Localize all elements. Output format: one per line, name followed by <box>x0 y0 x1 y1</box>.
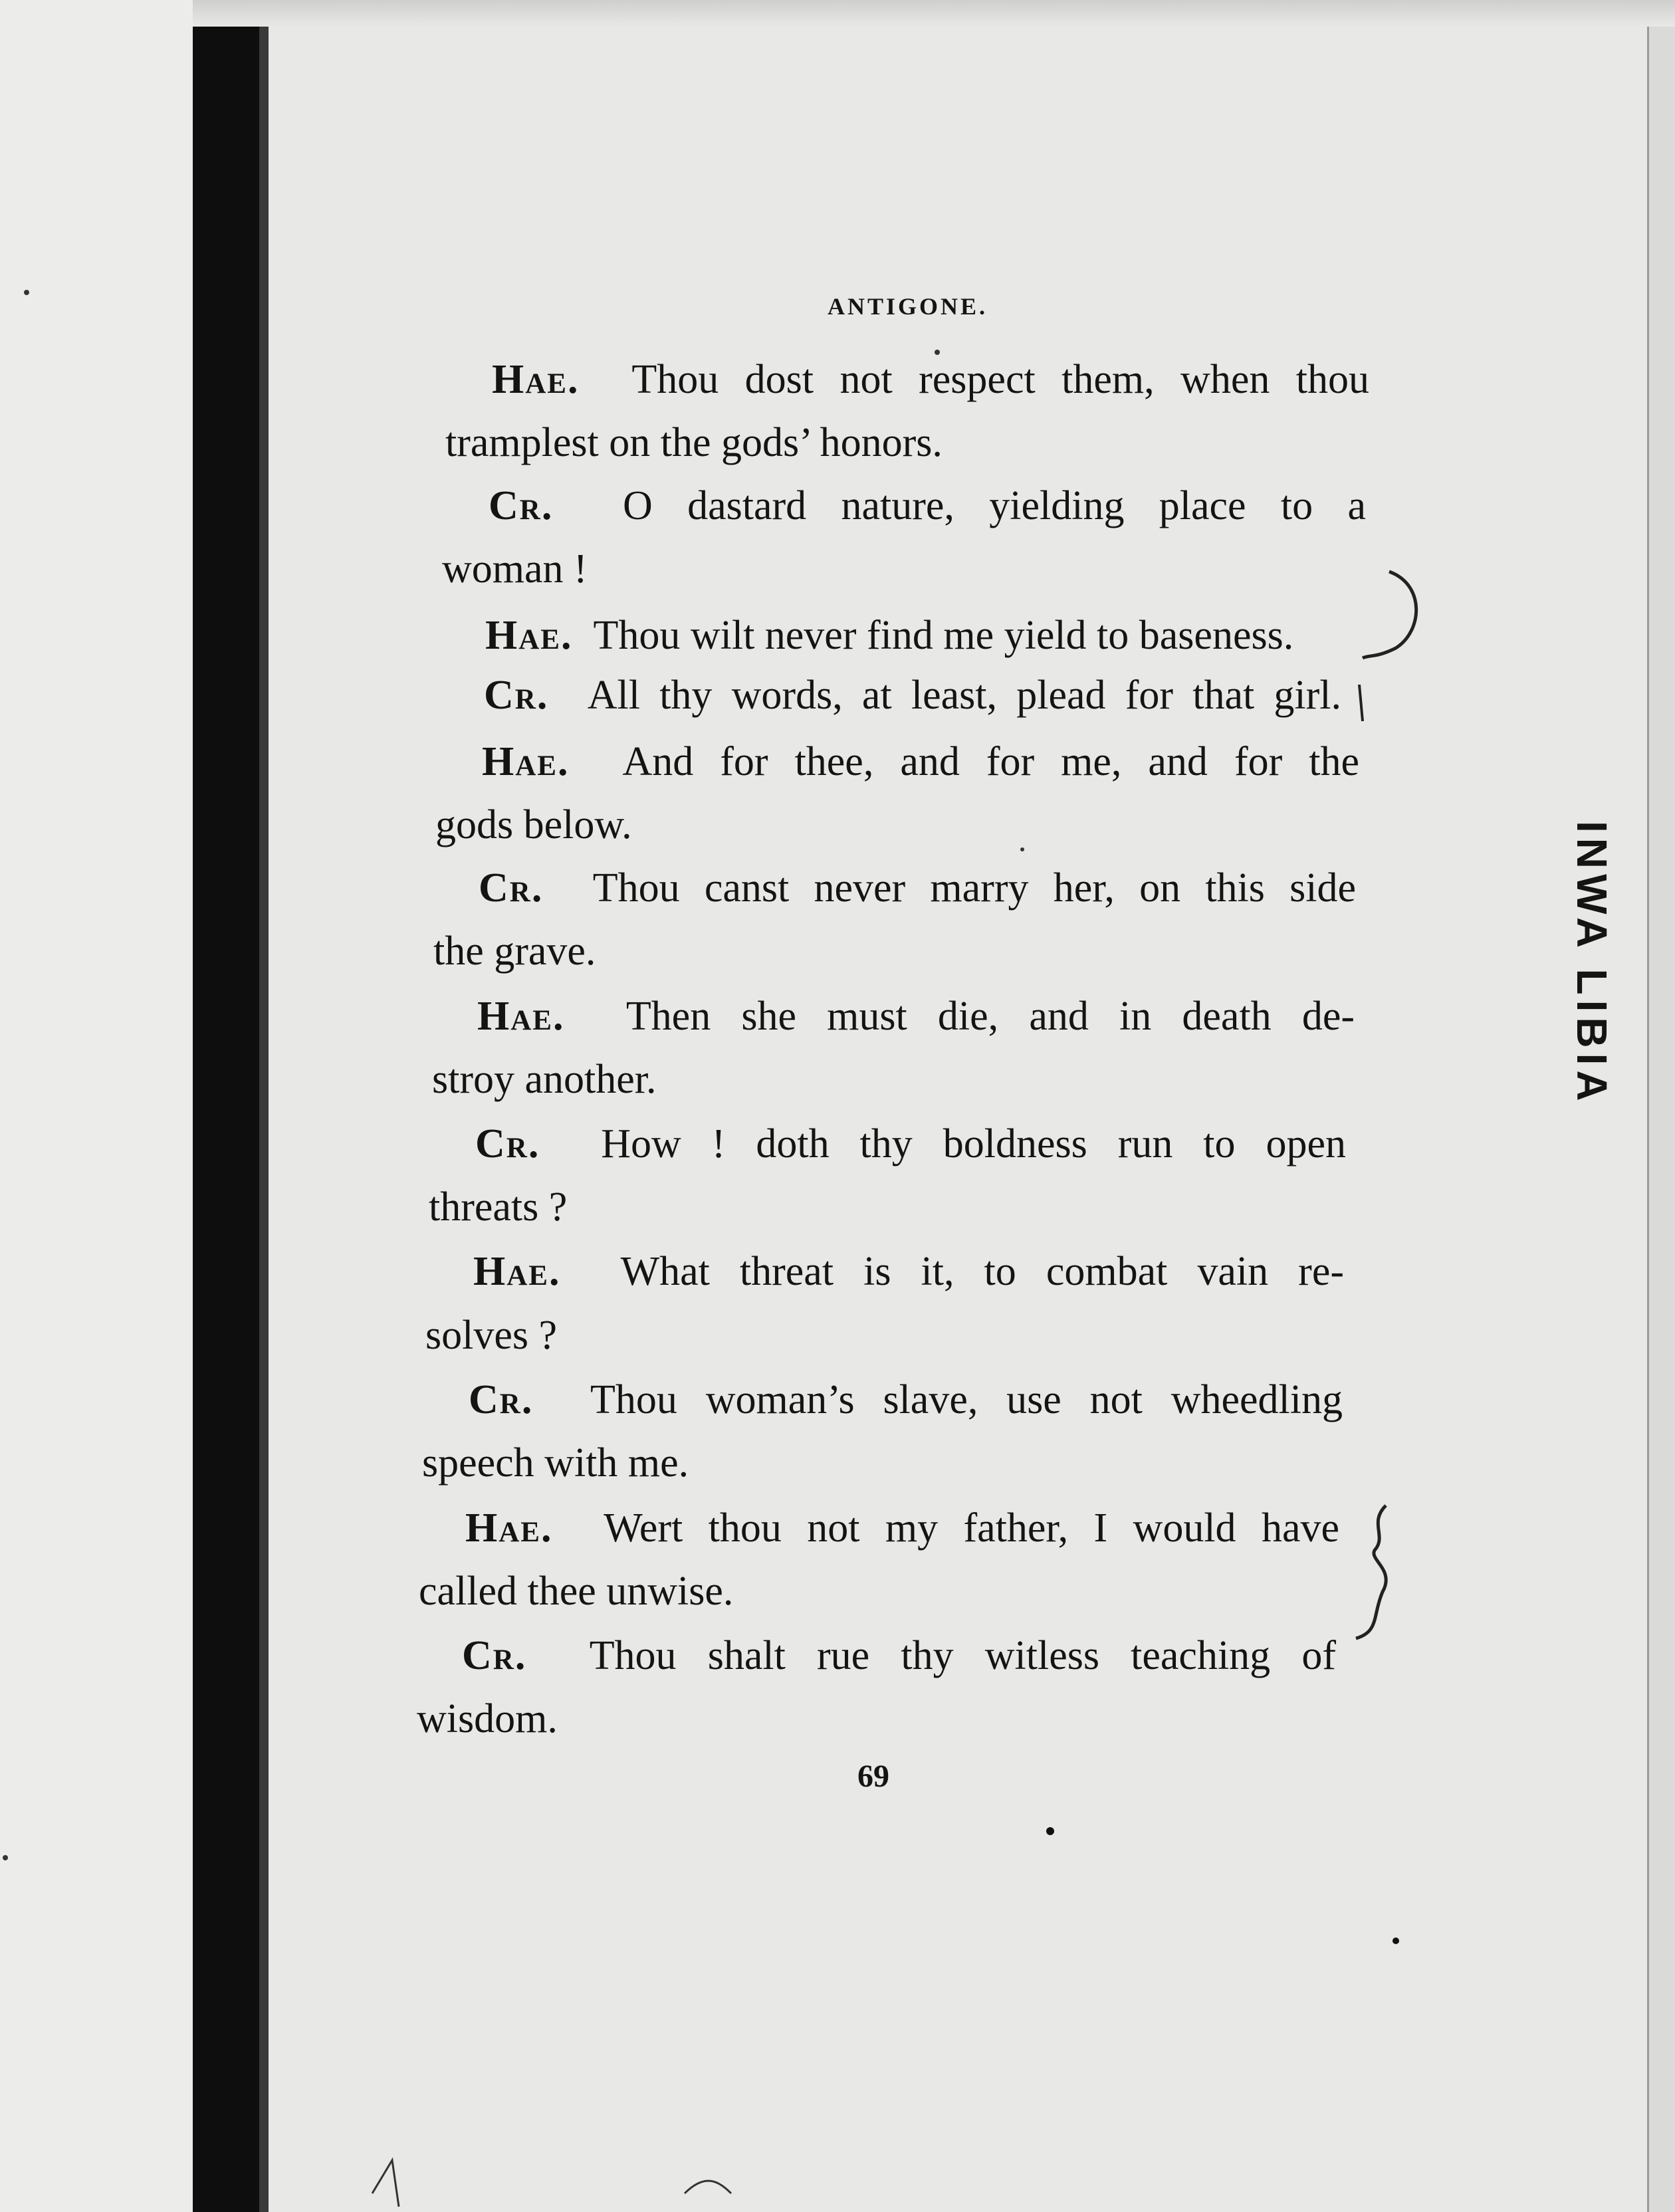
line-text: wisdom. <box>417 1696 558 1741</box>
speck <box>3 1855 8 1860</box>
running-title: ANTIGONE. <box>828 293 988 320</box>
speaker-label: Hae. <box>482 739 570 784</box>
speaker-label: Cr. <box>479 865 544 911</box>
line-text: Thou shalt rue thy witless teaching of <box>589 1633 1336 1678</box>
line-text: threats ? <box>429 1184 568 1230</box>
speaker-label: Hae. <box>477 994 565 1039</box>
line-text: Thou woman’s slave, use not wheedling <box>590 1377 1343 1422</box>
line-text: Thou wilt never find me yield to baseness. <box>593 613 1294 658</box>
line-text: Then she must die, and in death de- <box>625 994 1355 1039</box>
speaker-label: Cr. <box>475 1121 540 1166</box>
speaker-label: Hae. <box>473 1249 561 1294</box>
line-text: speech with me. <box>422 1440 689 1486</box>
speck <box>1046 1827 1054 1835</box>
line-text: How ! doth thy boldness run to open <box>601 1121 1346 1166</box>
speck <box>1020 847 1024 851</box>
scribble <box>372 2160 731 2207</box>
bracket-mark-upper <box>1363 572 1416 658</box>
speaker-label: Hae. <box>485 613 573 658</box>
speaker-label: Cr. <box>489 483 554 528</box>
speaker-label: Cr. <box>484 673 549 718</box>
speaker-label: Hae. <box>465 1505 553 1551</box>
speck <box>935 350 940 355</box>
speck <box>1393 1937 1399 1944</box>
line-text: All thy words, at least, plead for that girl. <box>587 673 1341 718</box>
line-text: O dastard nature, yielding place to a <box>623 483 1366 528</box>
line-text: gods below. <box>435 802 632 847</box>
line-text: Thou dost not respect them, when thou <box>631 357 1370 402</box>
page-number: 69 <box>857 1759 889 1794</box>
speaker-label: Hae. <box>492 357 580 402</box>
line-text: And for thee, and for me, and for the <box>622 739 1359 784</box>
line-text: solves ? <box>425 1313 558 1358</box>
speaker-label: Cr. <box>462 1633 527 1678</box>
speaker-label: Cr. <box>469 1377 534 1422</box>
line-text: woman ! <box>442 546 588 592</box>
line-text: What threat is it, to combat vain re- <box>620 1249 1344 1294</box>
tick-mark <box>1359 685 1363 721</box>
line-text: the grave. <box>433 929 596 974</box>
line-text: stroy another. <box>432 1057 657 1102</box>
line-text: tramplest on the gods’ honors. <box>445 420 943 465</box>
brace-mark-lower <box>1356 1505 1386 1638</box>
line-text: called thee unwise. <box>419 1569 734 1614</box>
margin-stamp-text: INWA LIBIA <box>1568 821 1616 1107</box>
speck <box>24 290 29 295</box>
line-text: Thou canst never marry her, on this side <box>592 865 1357 911</box>
line-text: Wert thou not my father, I would have <box>604 1505 1339 1551</box>
